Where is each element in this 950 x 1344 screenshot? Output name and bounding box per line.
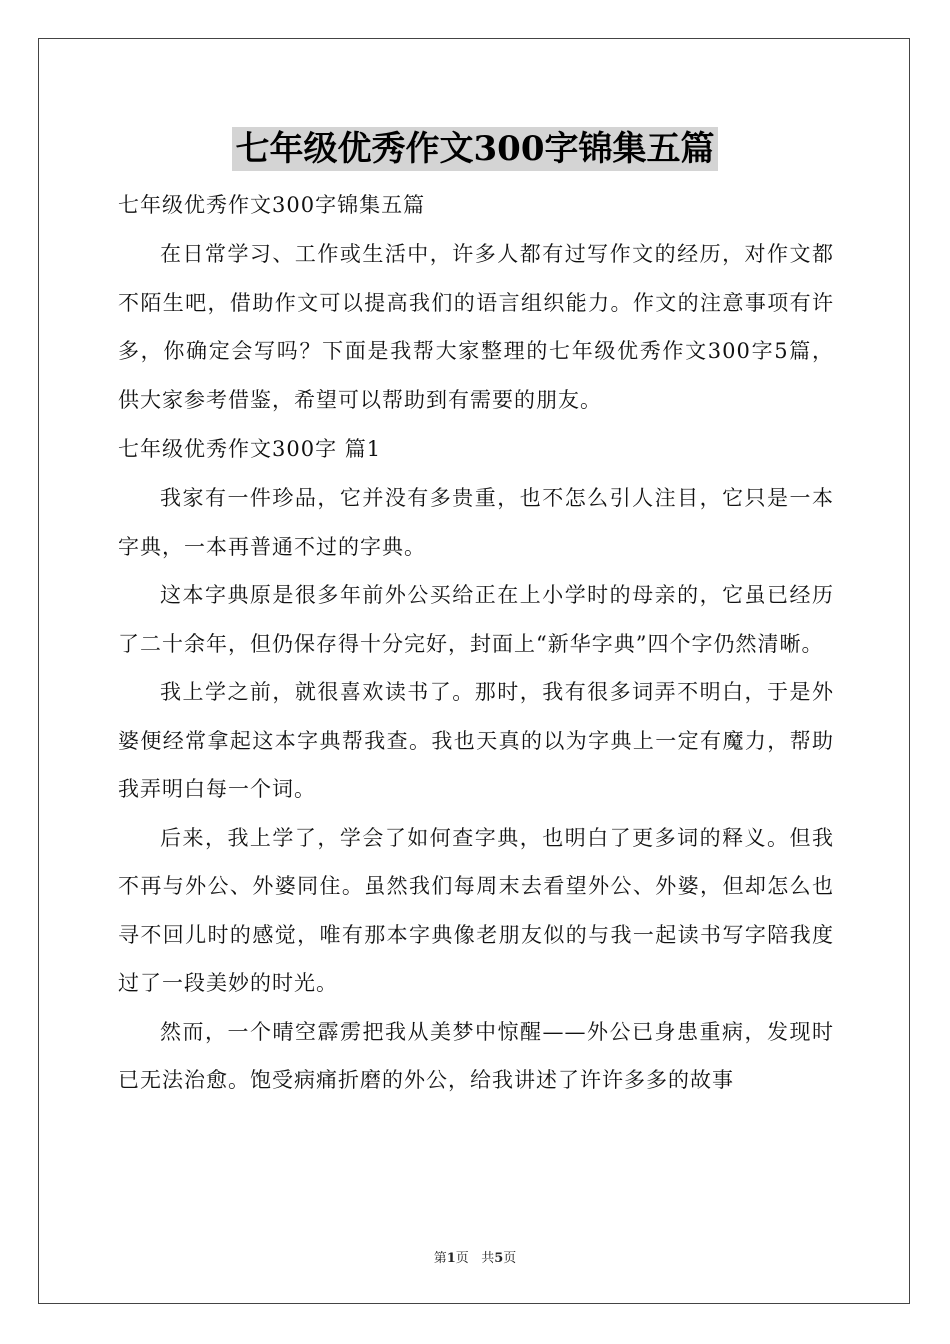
page-footer (0, 1247, 950, 1266)
body-paragraph: 然而，一个晴空霹雳把我从美梦中惊醒——外公已身患重病，发现时已无法治愈。饱受病痛折磨的外公，给我讲述了许许多多的故事 (118, 1019, 834, 1092)
intro-paragraph: 在日常学习、工作或生活中，许多人都有过写作文的经历，对作文都不陌生吧，借助作文可以提高我们的语言组织能力。作文的注意事项有许多，你确定会写吗？下面是我帮大家整理的七年级优秀作文300字5篇，供大家参考借鉴，希望可以帮助到有需要的朋友。 (118, 242, 834, 412)
document-body (118, 180, 834, 1105)
body-paragraph: 我上学之前，就很喜欢读书了。那时，我有很多词弄不明白，于是外婆便经常拿起这本字典帮我查。我也天真的以为字典上一定有魔力，帮助我弄明白每一个词。 (118, 680, 834, 801)
page-current: 1 (446, 1251, 456, 1266)
page-total: 5 (494, 1251, 504, 1266)
body-paragraph: 后来，我上学了，学会了如何查字典，也明白了更多词的释义。但我不再与外公、外婆同住。虽然我们每周末去看望外公、外婆，但却怎么也寻不回儿时的感觉，唯有那本字典像老朋友似的与我一起读书写字陪我度过了一段美妙的时光。 (118, 825, 834, 995)
body-paragraph: 这本字典原是很多年前外公买给正在上小学时的母亲的，它虽已经历了二十余年，但仍保存得十分完好，封面上“新华字典”四个字仍然清晰。 (118, 583, 834, 656)
page-mid: 页 共 (455, 1251, 495, 1266)
document-subtitle: 七年级优秀作文300字锦集五篇 (118, 193, 426, 217)
section-heading: 七年级优秀作文300字 篇1 (118, 437, 382, 461)
title-container (0, 127, 950, 171)
page-prefix: 第 (433, 1251, 447, 1266)
page-suffix: 页 (503, 1251, 517, 1266)
body-paragraph: 我家有一件珍品，它并没有多贵重，也不怎么引人注目，它只是一本字典，一本再普通不过的字典。 (118, 486, 834, 559)
document-title: 七年级优秀作文300字锦集五篇 (232, 127, 719, 171)
